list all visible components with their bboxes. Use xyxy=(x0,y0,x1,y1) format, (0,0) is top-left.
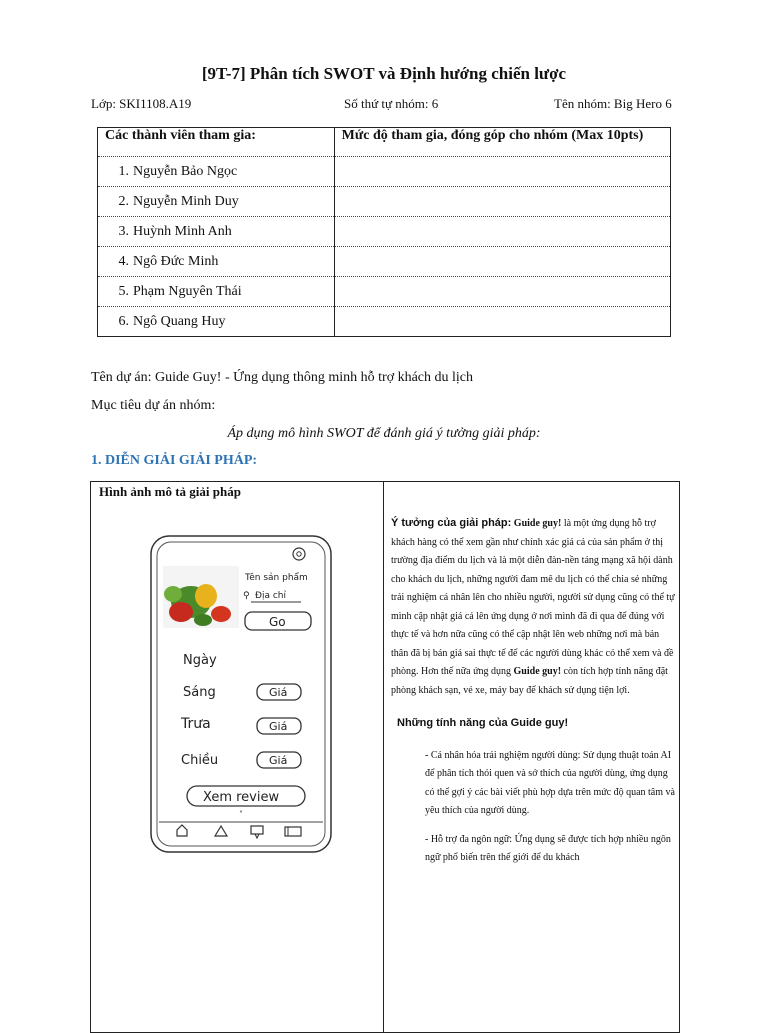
feature-item: - Hỗ trợ đa ngôn ngữ: Ứng dụng sẽ được tích hợp nhiều ngôn ngữ phổ biến trên thế giới để du khách xyxy=(425,833,671,863)
member-name-cell xyxy=(98,277,335,307)
idea-text-2: còn tích hợp tính năng đặt phòng khách sạn, vé xe, máy bay để khách sử dụng tiện lợi. xyxy=(391,666,668,696)
member-name-cell xyxy=(98,157,335,187)
idea-brand-2: Guide guy! xyxy=(513,666,562,677)
solution-idea-paragraph xyxy=(391,514,675,700)
table-row xyxy=(98,277,671,307)
members-table xyxy=(97,127,671,337)
chat-icon[interactable] xyxy=(251,826,263,838)
member-name: Nguyễn Bảo Ngọc xyxy=(133,163,238,179)
solution-description-cell xyxy=(391,514,675,868)
ticket-icon[interactable] xyxy=(285,827,301,836)
product-name-label: Tên sản phẩm xyxy=(245,573,308,583)
idea-text-1: là một ứng dụng hỗ trợ khách hàng có thể xem gần như chính xác giá cả của sản phẩm ở thị trường địa điểm du lịch và là một diễn đàn-nền tảng mạng xã hội dành cho khách du lịch, những người đam mê du lịch có thể chia sẻ những trải nghiệm cá nhân lên cho nhiều người, người sử dụng cũng có thể tự mình cập nhật giá cả lên ứng dụng ở nơi mình đã đi qua để đúng với thực tế và hơn nữa cũng có thể cập nhật lên web những nơi mà bản thân đã bị bán giá sai thực tế để các người dùng khác có thể xem và đề phòng. Hơn thế nữa ứng dụng xyxy=(391,518,675,677)
member-name: Phạm Nguyên Thái xyxy=(133,283,242,299)
table-row xyxy=(98,247,671,277)
table-row xyxy=(98,157,671,187)
location-icon: ⚲ xyxy=(243,591,250,601)
chevron-down-icon: ˅ xyxy=(239,810,243,819)
table-row xyxy=(98,217,671,247)
afternoon-price-label: Giá xyxy=(269,754,288,767)
table-row xyxy=(98,187,671,217)
morning-price-label: Giá xyxy=(269,686,288,699)
group-number: Số thứ tự nhóm: 6 xyxy=(344,96,439,111)
afternoon-label: Chiều xyxy=(181,753,219,768)
noon-price-label: Giá xyxy=(269,720,288,733)
member-score-cell[interactable] xyxy=(334,187,670,217)
review-button-label: Xem review xyxy=(203,790,280,805)
member-name: Ngô Đức Minh xyxy=(133,253,219,269)
document-title: [9T-7] Phân tích SWOT và Định hướng chiến lược xyxy=(201,64,567,83)
member-number: 1. xyxy=(118,163,129,179)
solution-image-cell xyxy=(91,482,384,1032)
member-name-cell xyxy=(98,247,335,277)
solution-table xyxy=(90,481,680,1033)
section-heading: 1. DIỄN GIẢI GIẢI PHÁP: xyxy=(91,453,258,468)
contribution-col-header: Mức độ tham gia, đóng góp cho nhóm (Max 10pts) xyxy=(334,128,670,157)
member-number: 2. xyxy=(118,193,129,209)
members-header-row xyxy=(98,128,671,157)
member-name-cell xyxy=(98,307,335,337)
day-label: Ngày xyxy=(183,653,217,668)
member-number: 3. xyxy=(118,223,129,239)
class-label: Lớp: SKI1108.A19 xyxy=(91,96,192,111)
vegetables-image xyxy=(163,566,239,628)
member-number: 6. xyxy=(118,313,129,329)
member-score-cell[interactable] xyxy=(334,277,670,307)
feature-item: - Cá nhân hóa trải nghiệm người dùng: Sử dụng thuật toán AI để phân tích thói quen và sở thích của người dùng, ứng dụng có thể gợi ý các bài viết phù hợp dựa trên mức độ quan tâm và yêu thích của người dùng. xyxy=(425,749,675,816)
member-score-cell[interactable] xyxy=(334,157,670,187)
member-number: 5. xyxy=(118,283,129,299)
go-button-label: Go xyxy=(269,615,286,629)
member-score-cell[interactable] xyxy=(334,247,670,277)
gear-icon xyxy=(293,548,305,560)
members-col-header: Các thành viên tham gia: xyxy=(98,128,335,157)
member-name: Ngô Quang Huy xyxy=(133,313,226,329)
member-number: 4. xyxy=(118,253,129,269)
home-icon[interactable] xyxy=(177,825,187,836)
member-name-cell xyxy=(98,217,335,247)
member-name-cell xyxy=(98,187,335,217)
project-goal-label: Mục tiêu dự án nhóm: xyxy=(91,398,216,413)
app-sketch xyxy=(91,522,383,882)
address-input[interactable]: Địa chỉ xyxy=(255,591,287,601)
project-name: Tên dự án: Guide Guy! - Ứng dụng thông minh hỗ trợ khách du lịch xyxy=(91,370,474,385)
member-score-cell[interactable] xyxy=(334,307,670,337)
morning-label: Sáng xyxy=(183,685,216,700)
idea-brand: Guide guy! xyxy=(513,518,562,529)
features-heading: Những tính năng của Guide guy! xyxy=(397,717,569,729)
idea-label: Ý tưởng của giải pháp: xyxy=(391,517,512,529)
table-row xyxy=(98,307,671,337)
triangle-icon[interactable] xyxy=(215,826,227,836)
group-name: Tên nhóm: Big Hero 6 xyxy=(554,96,672,111)
project-goal-text: Áp dụng mô hình SWOT để đánh giá ý tưởng giải pháp: xyxy=(227,426,541,441)
member-name: Nguyễn Minh Duy xyxy=(133,193,239,209)
noon-label: Trưa xyxy=(181,716,211,732)
solution-image-title: Hình ảnh mô tả giải pháp xyxy=(99,484,241,499)
member-score-cell[interactable] xyxy=(334,217,670,247)
member-name: Huỳnh Minh Anh xyxy=(133,223,232,239)
